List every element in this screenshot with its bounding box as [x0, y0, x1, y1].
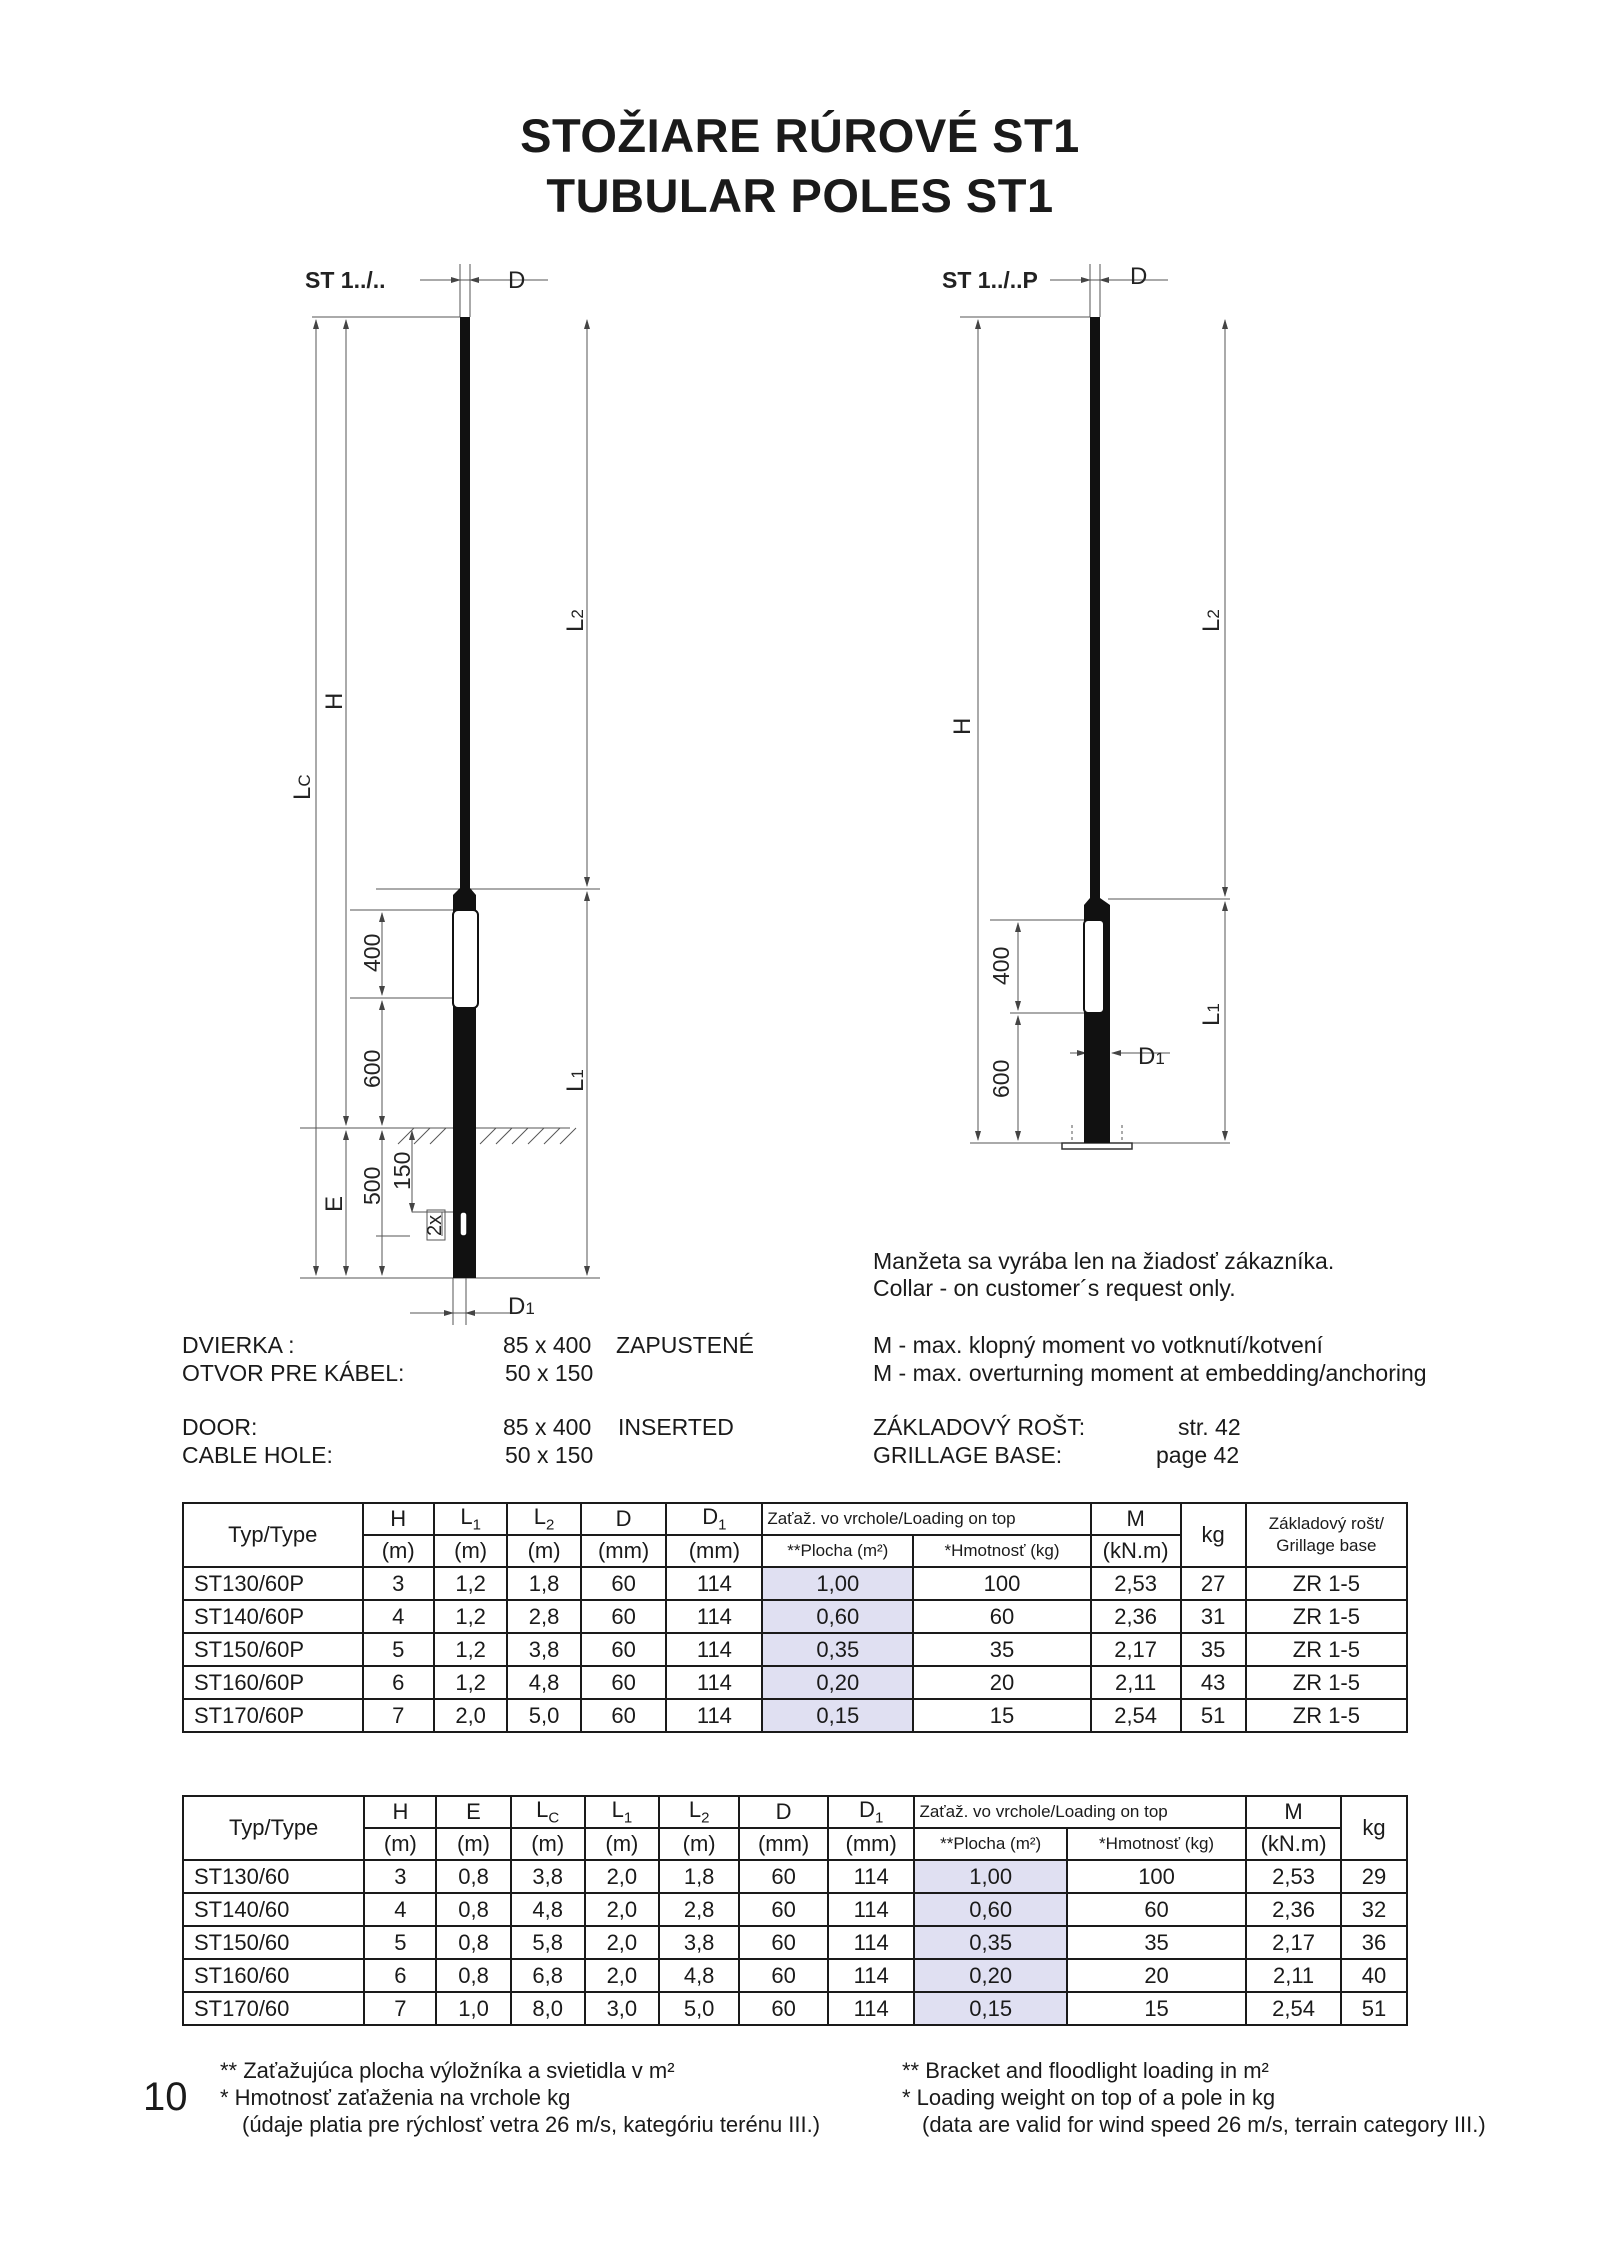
t1-header-h: H: [363, 1503, 434, 1535]
t1-unit-d: (mm): [581, 1535, 667, 1567]
t1-header-weight: *Hmotnosť (kg): [913, 1535, 1090, 1567]
grillage-en-value: page 42: [1156, 1442, 1240, 1468]
t2-unit-m: (kN.m): [1246, 1828, 1341, 1860]
left-dim-150: 150: [389, 1151, 415, 1190]
door-label: DOOR:: [182, 1414, 258, 1440]
t1-header-m: M: [1091, 1503, 1181, 1535]
t2-header-d: D: [739, 1796, 828, 1828]
drawing-right-label: ST 1../..P: [942, 267, 1038, 293]
left-d1-label: D1: [508, 1293, 535, 1320]
right-h-label: H: [949, 717, 976, 735]
t1-header-kg: kg: [1181, 1503, 1246, 1567]
dvierka-label: DVIERKA :: [182, 1332, 295, 1358]
grillage-sk-label: ZÁKLADOVÝ ROŠT:: [873, 1414, 1086, 1440]
cable-hole-value: 50 x 150: [505, 1442, 594, 1468]
table-row: ST170/60 7 1,0 8,0 3,0 5,0 60 114 0,15 15 2,54 51: [183, 1992, 1407, 2025]
t2-unit-lc: (m): [511, 1828, 585, 1860]
pole-left: [453, 317, 478, 1278]
t2-header-e: E: [436, 1796, 510, 1828]
left-dim-2x: 2x: [424, 1214, 446, 1236]
otvor-label: OTVOR PRE KÁBEL:: [182, 1360, 405, 1386]
left-dim-600: 600: [359, 1049, 385, 1088]
collar-note-en: Collar - on customer´s request only.: [873, 1275, 1236, 1301]
grillage-sk-value: str. 42: [1178, 1414, 1241, 1440]
title-en: TUBULAR POLES ST1: [546, 169, 1054, 222]
drawing-left: [300, 264, 600, 1325]
footnote-sk-3: (údaje platia pre rýchlosť vetra 26 m/s, kategóriu terénu III.): [242, 2112, 821, 2137]
table-row: ST140/60P 4 1,2 2,8 60 114 0,60 60 2,36 31 ZR 1-5: [183, 1600, 1407, 1633]
table-st: [182, 1795, 1408, 2026]
t1-header-grill: Základový rošt/ Grillage base: [1246, 1503, 1407, 1567]
table-row: ST130/60P 3 1,2 1,8 60 114 1,00 100 2,53 27 ZR 1-5: [183, 1567, 1407, 1600]
t1-header-area: **Plocha (m²): [762, 1535, 913, 1567]
right-l2-label: L2: [1198, 609, 1225, 632]
t1-header-l2: $L_2$: [507, 1503, 580, 1535]
left-dim-500: 500: [359, 1166, 385, 1205]
t1-header-d: D: [581, 1503, 667, 1535]
right-d1-label: D1: [1138, 1043, 1165, 1070]
t1-unit-d1: (mm): [666, 1535, 762, 1567]
left-h-label: H: [321, 692, 348, 710]
t2-header-h: H: [364, 1796, 436, 1828]
table-row: ST160/60 6 0,8 6,8 2,0 4,8 60 114 0,20 20 2,11 40: [183, 1959, 1407, 1992]
collar-note-sk: Manžeta sa vyrába len na žiadosť zákazníka.: [873, 1248, 1335, 1274]
table-row: ST160/60P 6 1,2 4,8 60 114 0,20 20 2,11 43 ZR 1-5: [183, 1666, 1407, 1699]
left-l1-label: L1: [562, 1069, 589, 1092]
table-row: ST150/60P 5 1,2 3,8 60 114 0,35 35 2,17 35 ZR 1-5: [183, 1633, 1407, 1666]
t1-unit-l1: (m): [434, 1535, 507, 1567]
left-lc-label: LC: [289, 774, 316, 800]
t2-header-l1: $L_1$: [585, 1796, 659, 1828]
t1-unit-m: (kN.m): [1091, 1535, 1181, 1567]
moment-note-sk: M - max. klopný moment vo votknutí/kotvení: [873, 1332, 1323, 1358]
t2-header-weight: *Hmotnosť (kg): [1067, 1828, 1246, 1860]
footnote-en-1: ** Bracket and floodlight loading in m²: [902, 2058, 1269, 2083]
t2-header-load: Zaťaž. vo vrchole/Loading on top: [914, 1796, 1246, 1828]
left-d-label: D: [508, 267, 526, 294]
right-dim-400: 400: [988, 946, 1014, 985]
t1-header-l1: $L_1$: [434, 1503, 507, 1535]
footnote-sk-2: * Hmotnosť zaťaženia na vrchole kg: [220, 2085, 571, 2110]
pole-right: [1084, 317, 1110, 1143]
right-dim-600: 600: [988, 1059, 1014, 1098]
t2-unit-h: (m): [364, 1828, 436, 1860]
t2-unit-l1: (m): [585, 1828, 659, 1860]
footnote-en-3: (data are valid for wind speed 26 m/s, terrain category III.): [922, 2112, 1486, 2137]
t1-unit-l2: (m): [507, 1535, 580, 1567]
moment-note-en: M - max. overturning moment at embedding/anchoring: [873, 1360, 1427, 1386]
t2-unit-l2: (m): [659, 1828, 739, 1860]
t2-header-area: **Plocha (m²): [914, 1828, 1066, 1860]
t2-unit-d1: (mm): [828, 1828, 915, 1860]
table-row: ST140/60 4 0,8 4,8 2,0 2,8 60 114 0,60 60 2,36 32: [183, 1893, 1407, 1926]
footnote-en-2: * Loading weight on top of a pole in kg: [902, 2085, 1276, 2110]
t1-unit-h: (m): [363, 1535, 434, 1567]
table-row: ST170/60P 7 2,0 5,0 60 114 0,15 15 2,54 51 ZR 1-5: [183, 1699, 1407, 1732]
page-number: 10: [143, 2075, 188, 2119]
t1-header-type: Typ/Type: [183, 1503, 363, 1567]
cable-hole-label: CABLE HOLE:: [182, 1442, 333, 1468]
t2-header-lc: $L_C$: [511, 1796, 585, 1828]
door-value: 85 x 400: [503, 1414, 592, 1440]
left-dim-400: 400: [359, 933, 385, 972]
drawing-left-label: ST 1../..: [305, 267, 386, 293]
t2-header-kg: kg: [1341, 1796, 1407, 1860]
table-st-p: [182, 1502, 1408, 1733]
grillage-en-label: GRILLAGE BASE:: [873, 1442, 1063, 1468]
t1-header-d1: $D_1$: [666, 1503, 762, 1535]
left-e-label: E: [321, 1195, 348, 1212]
t2-header-l2: $L_2$: [659, 1796, 739, 1828]
otvor-value: 50 x 150: [505, 1360, 594, 1386]
t2-unit-e: (m): [436, 1828, 510, 1860]
door-type: INSERTED: [618, 1414, 734, 1440]
t2-unit-d: (mm): [739, 1828, 828, 1860]
dvierka-value: 85 x 400: [503, 1332, 592, 1358]
t2-header-d1: $D_1$: [828, 1796, 915, 1828]
t2-header-type: Typ/Type: [183, 1796, 364, 1860]
dvierka-type: ZAPUSTENÉ: [616, 1332, 755, 1358]
table-row: ST150/60 5 0,8 5,8 2,0 3,8 60 114 0,35 35 2,17 36: [183, 1926, 1407, 1959]
title-sk: STOŽIARE RÚROVÉ ST1: [520, 109, 1080, 162]
table-row: ST130/60 3 0,8 3,8 2,0 1,8 60 114 1,00 100 2,53 29: [183, 1860, 1407, 1893]
t1-header-load: Zaťaž. vo vrchole/Loading on top: [762, 1503, 1090, 1535]
t2-header-m: M: [1246, 1796, 1341, 1828]
footnote-sk-1: ** Zaťažujúca plocha výložníka a svietidla v m²: [220, 2058, 675, 2083]
right-l1-label: L1: [1198, 1003, 1225, 1026]
right-d-label: D: [1130, 263, 1148, 290]
left-l2-label: L2: [562, 609, 589, 632]
